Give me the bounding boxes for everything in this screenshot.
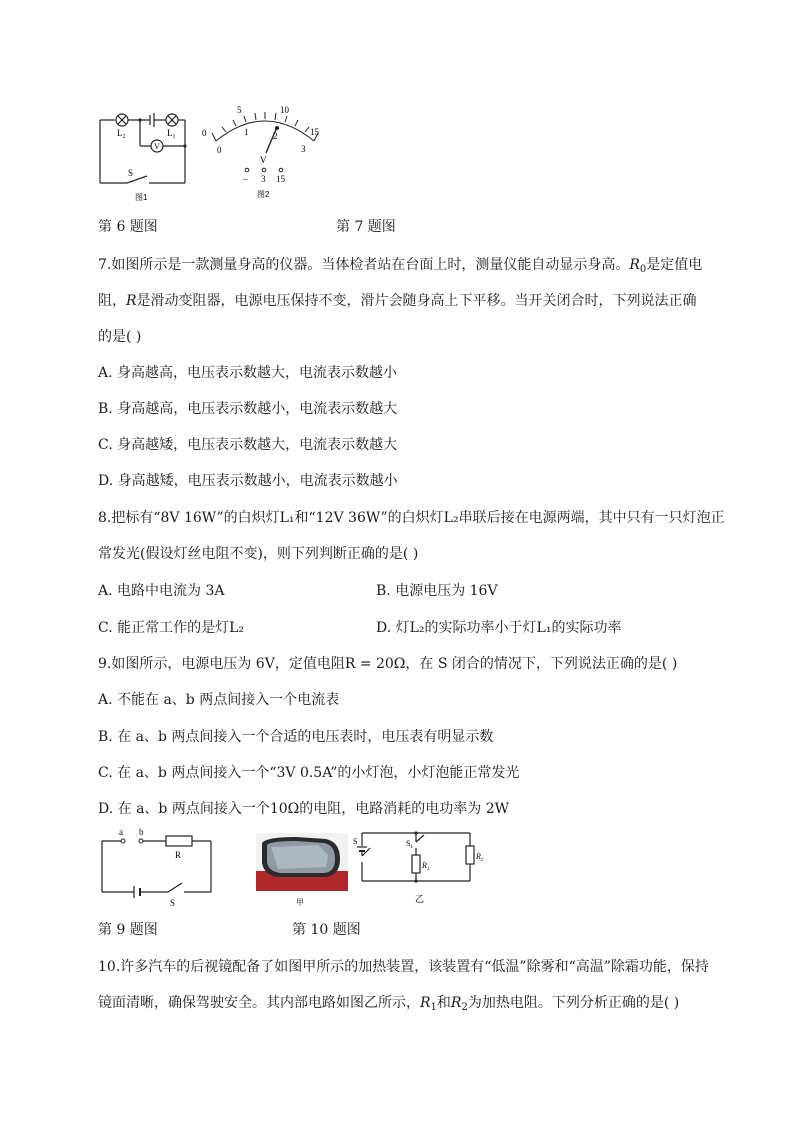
q10-stem-line-2 (98, 992, 679, 1013)
q10-and: 和 (436, 995, 451, 1011)
q10-stem-text-2b: 为加热电阻。下列分析正确的是( ) (467, 995, 680, 1011)
q9-option-d: D. 在 a、b 两点间接入一个10Ω的电阻，电路消耗的电功率为 2W (98, 801, 510, 817)
svg-text:R1 (421, 861, 429, 872)
fig10b-r2-label: R (476, 852, 481, 861)
fig7-figure-label: 图2 (257, 190, 270, 199)
q7-option-d: D. 身高越矮，电压表示数越小，电流表示数越小 (98, 473, 398, 489)
q8-stem-line-1: 8.把标有“8V 16W”的白炽灯L₁和“12V 36W”的白炽灯L₂串联后接在电源两端，其中只有一只灯泡正 (98, 510, 725, 526)
figure-7-voltmeter (200, 103, 330, 203)
fig6-caption: 第 6 题图 (98, 219, 158, 235)
fig10b-s-label: S (353, 837, 358, 846)
q8-option-a: A. 电路中电流为 3A (98, 583, 225, 599)
fig10a-label: 甲 (296, 898, 304, 907)
q7-stem-text-1: 7.如图所示是一款测量身高的仪器。当体检者站在台面上时，测量仪能自动显示身高。 (98, 257, 630, 273)
q10-r2-symbol: R (450, 995, 462, 1011)
q10-stem-text-2a: 镜面清晰，确保驾驶安全。其内部电路如图乙所示， (98, 995, 420, 1011)
q7-r0-sub: 0 (639, 264, 647, 275)
q10-r1-sub: 1 (430, 1002, 437, 1013)
svg-text:L2 (117, 128, 126, 140)
q9-stem: 9.如图所示，电源电压为 6V，定值电阻R = 20Ω，在 S 闭合的情况下，下列说法正确的是( ) (98, 656, 678, 672)
fig7-scale-top-10: 10 (280, 105, 289, 115)
fig6-figure-label: 图1 (135, 193, 148, 202)
fig10b-label: 乙 (415, 894, 425, 904)
fig10b-r1-label: R (422, 861, 427, 870)
fig7-terminal-3: 3 (261, 174, 266, 184)
fig10b-r2-sub: 2 (480, 858, 484, 863)
fig9-caption: 第 9 题图 (98, 922, 158, 938)
q7-stem-text-2a: 阻， (98, 293, 126, 309)
q7-stem-line-1 (98, 254, 702, 275)
q7-stem-text-2b: 是滑动变阻器，电源电压保持不变，滑片会随身高上下平移。当开关闭合时，下列说法正确 (136, 293, 697, 309)
fig9-b-label: b (139, 827, 144, 837)
q10-stem-line-1: 10.许多汽车的后视镜配备了如图甲所示的加热装置，该装置有“低温”除雾和“高温”除霜功能，保持 (98, 959, 709, 975)
q7-option-a: A. 身高越高，电压表示数越大，电流表示数越小 (98, 365, 398, 381)
fig9-a-label: a (119, 827, 123, 837)
q8-stem-line-2: 常发光(假设灯丝电阻不变)，则下列判断正确的是( ) (98, 546, 419, 562)
fig7-unit-v: V (260, 155, 267, 165)
q8-option-c: C. 能正常工作的是灯L₂ (98, 620, 245, 636)
fig7-scale-bottom-3: 3 (301, 144, 306, 154)
q8-option-b: B. 电源电压为 16V (376, 583, 498, 599)
fig10-caption: 第 10 题图 (292, 922, 361, 938)
fig9-s-label: S (170, 898, 176, 908)
q7-option-c: C. 身高越矮，电压表示数越大，电流表示数越大 (98, 437, 398, 453)
fig7-scale-top-5: 5 (237, 105, 242, 115)
q7-r0-symbol: R (629, 257, 640, 273)
q10-r1-symbol: R (420, 995, 431, 1011)
fig7-scale-top-15: 15 (310, 127, 319, 137)
fig7-scale-bottom-2: 2 (273, 131, 278, 141)
fig10b-s1-label: S (406, 839, 411, 848)
svg-text:S1 (406, 839, 413, 850)
fig7-caption: 第 7 题图 (336, 219, 396, 235)
q8-option-d: D. 灯L₂的实际功率小于灯L₁的实际功率 (376, 620, 622, 636)
fig7-scale-bottom-1: 1 (244, 127, 249, 137)
fig7-terminal-minus: – (243, 174, 248, 184)
fig7-zero-top: 0 (202, 128, 207, 138)
figure-10-mirror-photo (256, 833, 348, 909)
fig7-scale-bottom-0: 0 (217, 145, 222, 155)
fig10b-r1-sub: 1 (426, 867, 430, 872)
figure-10-heater-circuit (352, 826, 492, 908)
svg-text:L1 (167, 128, 176, 140)
q9-option-b: B. 在 a、b 两点间接入一个合适的电压表时，电压表有明显示数 (98, 729, 494, 745)
q7-stem-line-3: 的是( ) (98, 329, 142, 345)
q9-option-a: A. 不能在 a、b 两点间接入一个电流表 (98, 692, 340, 708)
fig6-l1-label: L (167, 128, 173, 138)
q7-r-symbol: R (126, 293, 137, 309)
q7-stem-line-2 (98, 290, 697, 310)
fig7-terminal-15: 15 (276, 174, 285, 184)
fig6-l2-sub: 2 (122, 134, 126, 140)
figure-9-circuit (96, 826, 216, 908)
svg-text:R2 (475, 852, 484, 863)
q10-r2-sub: 2 (461, 1002, 468, 1013)
q7-stem-text-1b: 是定值电 (646, 257, 703, 273)
fig10b-s1-sub: 1 (410, 845, 413, 850)
figure-6-circuit (95, 108, 195, 203)
fig6-l2-label: L (117, 128, 123, 138)
fig6-s-label: S (128, 168, 134, 178)
q7-option-b: B. 身高越高，电压表示数越小，电流表示数越大 (98, 401, 398, 417)
q9-option-c: C. 在 a、b 两点间接入一个“3V 0.5A”的小灯泡，小灯泡能正常发光 (98, 765, 520, 781)
fig6-v-label: V (154, 142, 160, 151)
fig9-r-label: R (175, 850, 182, 860)
fig6-l1-sub: 1 (172, 134, 176, 140)
